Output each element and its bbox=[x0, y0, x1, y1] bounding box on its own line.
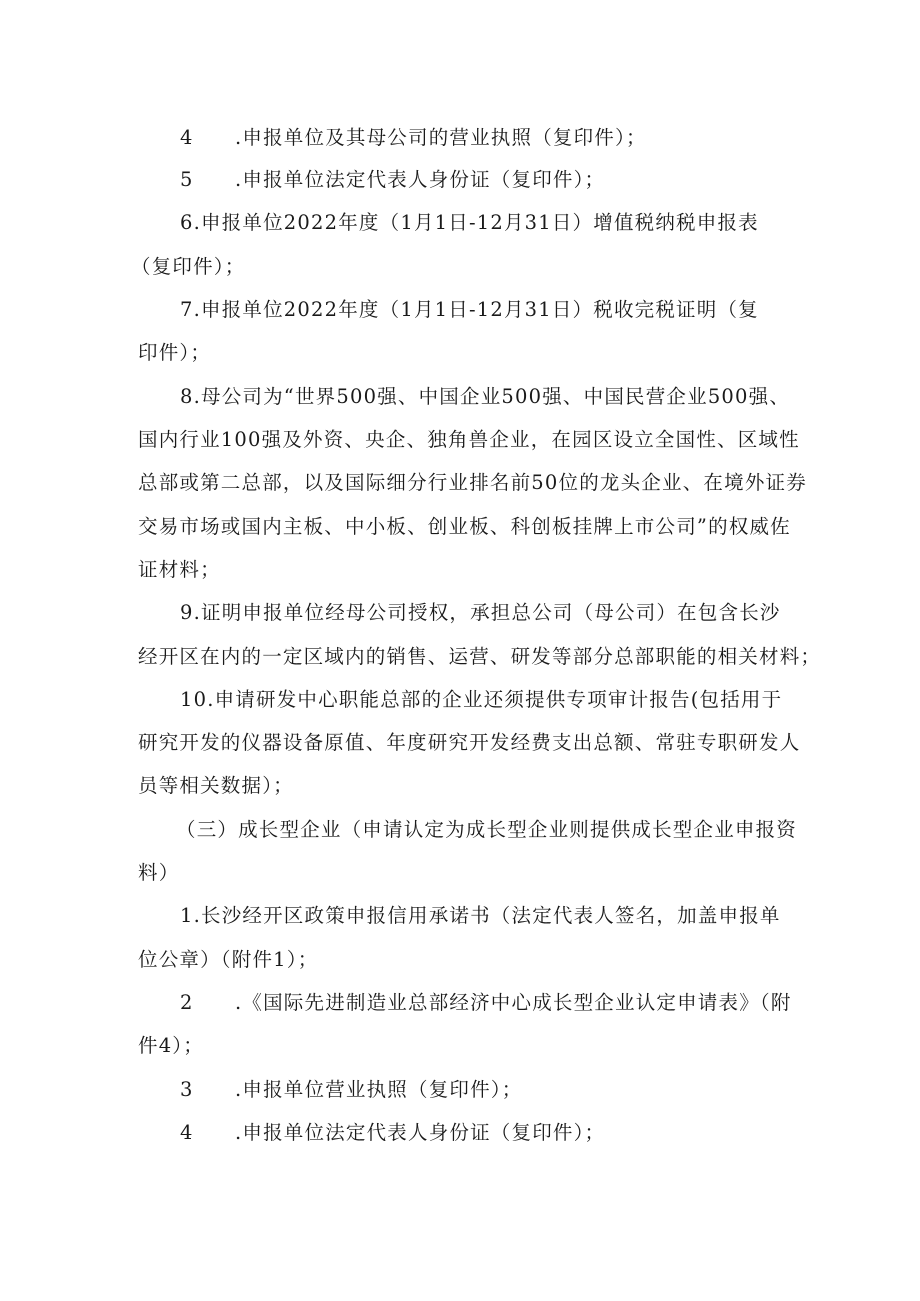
text-line: （复印件）； bbox=[131, 255, 246, 278]
text-line: 10.申请研发中心职能总部的企业还须提供专项审计报告(包括用于 bbox=[180, 688, 783, 711]
text-line: 件4）； bbox=[138, 1034, 204, 1057]
text-line: 8.母公司为“世界500强、中国企业500强、中国民营企业500强、 bbox=[180, 385, 791, 408]
text-line: 员等相关数据）； bbox=[138, 774, 294, 797]
text-line: 9.证明申报单位经母公司授权，承担总公司（母公司）在包含长沙 bbox=[180, 601, 781, 624]
text-line: 4 .申报单位法定代表人身份证（复印件）； bbox=[180, 1121, 606, 1144]
text-line: 证材料； bbox=[138, 558, 221, 581]
text-line: 总部或第二总部，以及国际细分行业排名前50位的龙头企业、在境外证券 bbox=[138, 471, 807, 494]
text-line: 2 .《国际先进制造业总部经济中心成长型企业认定申请表》（附 bbox=[180, 991, 792, 1014]
text-line: 3 .申报单位营业执照（复印件）； bbox=[180, 1078, 523, 1101]
text-line: 国内行业100强及外资、央企、独角兽企业，在园区设立全国性、区域性 bbox=[138, 428, 800, 451]
text-line: 研究开发的仪器设备原值、年度研究开发经费支出总额、常驻专职研发人 bbox=[138, 731, 801, 754]
section-heading: （三）成长型企业（申请认定为成长型企业则提供成长型企业申报资 bbox=[176, 818, 798, 841]
text-line: 4 .申报单位及其母公司的营业执照（复印件）； bbox=[180, 126, 647, 149]
text-line: 6.申报单位2022年度（1月1日-12月31日）增值税纳税申报表 bbox=[180, 211, 759, 234]
text-line: 7.申报单位2022年度（1月1日-12月31日）税收完税证明（复 bbox=[180, 298, 759, 321]
text-line: 印件）； bbox=[138, 341, 212, 364]
text-line: 5 .申报单位法定代表人身份证（复印件）； bbox=[180, 168, 606, 191]
text-line: 1.长沙经开区政策申报信用承诺书（法定代表人签名，加盖申报单 bbox=[180, 904, 781, 927]
text-line: 位公章）（附件1）； bbox=[138, 948, 319, 971]
text-line: 交易市场或国内主板、中小板、创业板、科创板挂牌上市公司”的权威佐 bbox=[138, 515, 791, 538]
text-line: 经开区在内的一定区域内的销售、运营、研发等部分总部职能的相关材料； bbox=[138, 645, 822, 668]
section-heading: 料） bbox=[138, 861, 180, 884]
